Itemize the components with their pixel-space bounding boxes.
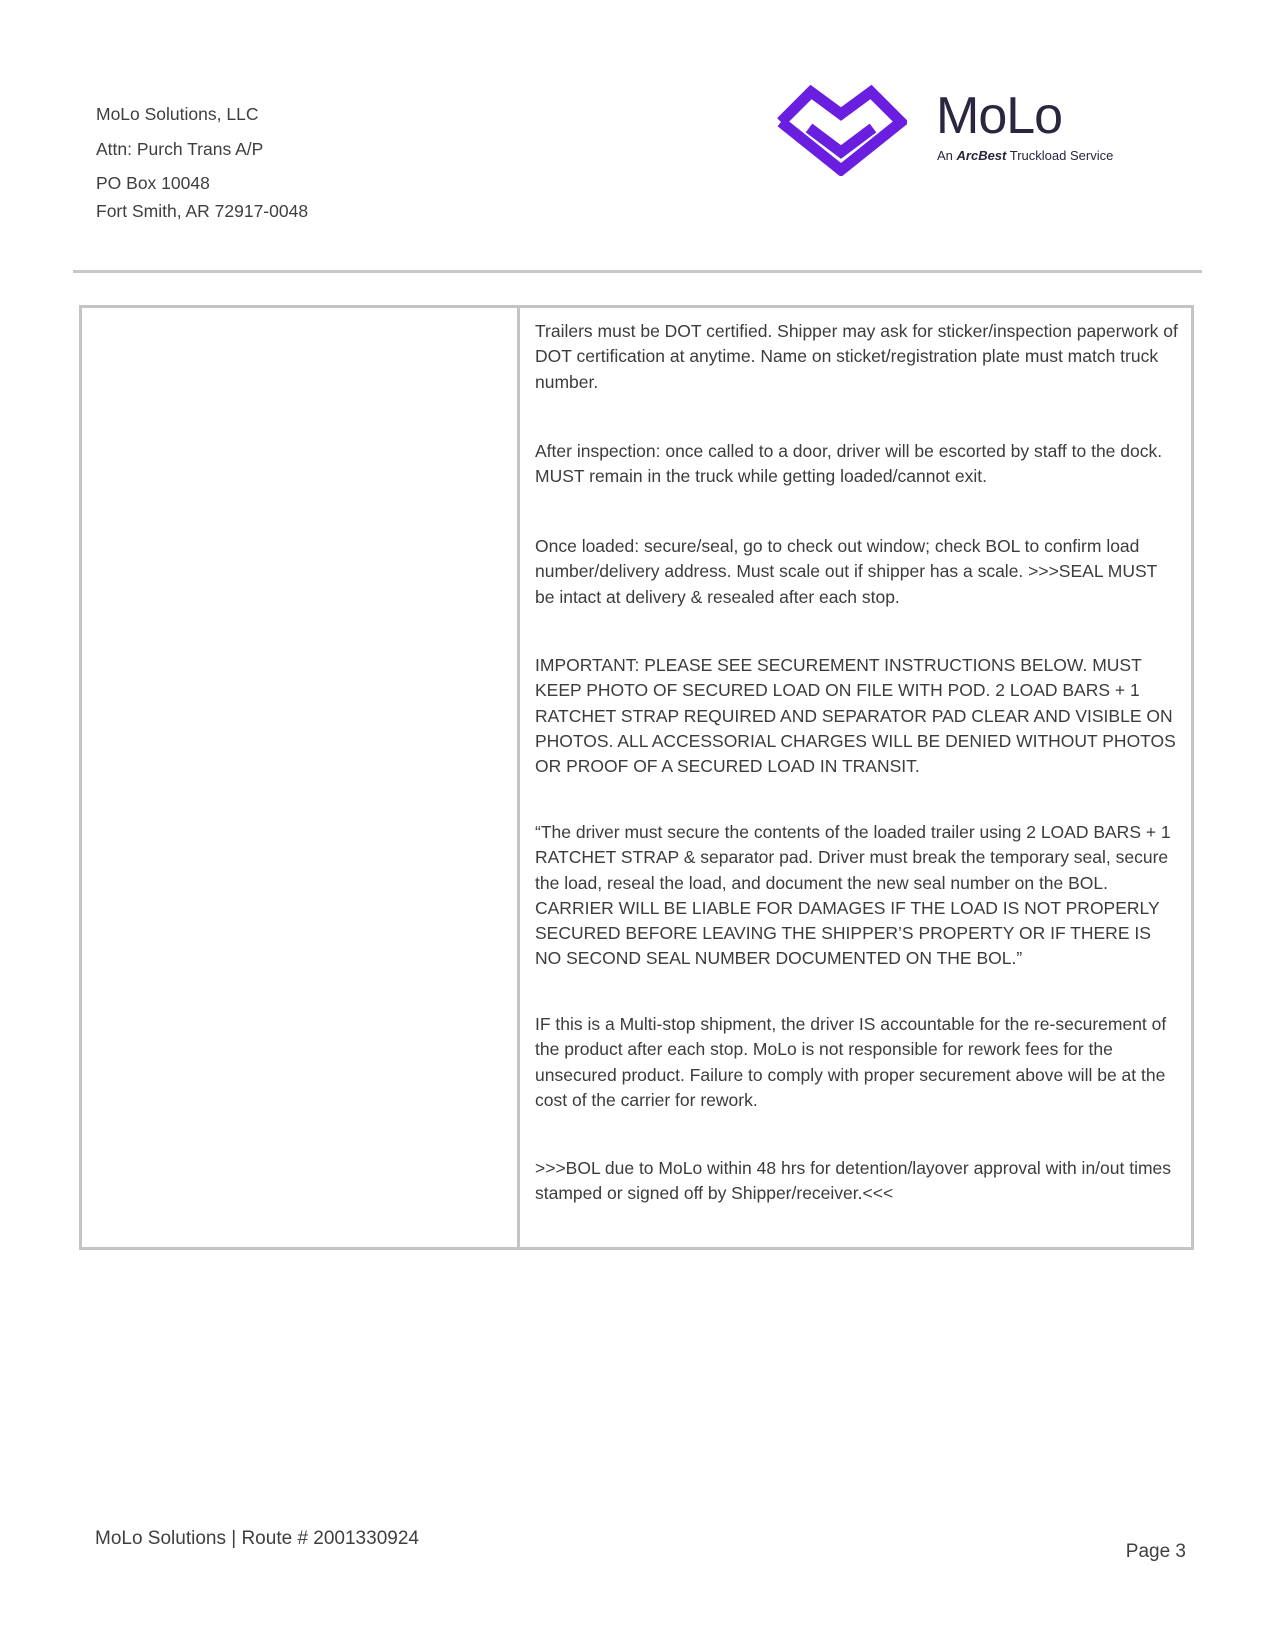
sender-company: MoLo Solutions, LLC [96, 104, 259, 124]
molo-logo [775, 84, 1145, 176]
footer-route: MoLo Solutions | Route # 2001330924 [95, 1528, 419, 1549]
instruction-driver-must-secure: “The driver must secure the contents of the loaded trailer using 2 LOAD BARS + 1 RATCHET STRAP & separator pad. Driver must break the temporary seal, secure the load, reseal the load, and document the new seal number on the BOL. CARRIER WILL BE LIABLE FOR DAMAGES IF THE LOAD IS NOT PROPERLY SECURED BEFORE LEAVING THE SHIPPER’S PROPERTY OR IF THERE IS NO SECOND SEAL NUMBER DOCUMENTED ON THE BOL.” [535, 822, 1171, 969]
molo-logo-mark-icon [775, 84, 907, 176]
table-right-cell [535, 308, 1180, 1247]
instruction-once-loaded: Once loaded: secure/seal, go to check out window; check BOL to confirm load number/delivery address. Must scale out if shipper has a scale. >>>SEAL MUST be intact at delivery & resealed after each stop. [535, 536, 1158, 607]
sender-po-box: PO Box 10048 [96, 173, 210, 193]
tagline-brand: ArcBest [956, 148, 1007, 163]
instruction-multi-stop: IF this is a Multi-stop shipment, the driver IS accountable for the re-securement of the product after each stop. MoLo is not responsible for rework fees for the unsecured product. Failure to comply with proper securement above will be at the cost of the carrier for rework. [535, 1014, 1167, 1110]
footer-page-number: Page 3 [1125, 1541, 1186, 1562]
tagline-suffix: Truckload Service [1006, 148, 1114, 163]
sender-attn: Attn: Purch Trans A/P [96, 139, 264, 159]
tagline-prefix: An [937, 148, 957, 163]
header-divider [73, 270, 1202, 273]
molo-tagline [937, 148, 1113, 164]
sender-city-state-zip: Fort Smith, AR 72917-0048 [96, 201, 309, 221]
molo-wordmark: MoLo [936, 87, 1063, 145]
instruction-important-securement: IMPORTANT: PLEASE SEE SECUREMENT INSTRUCTIONS BELOW. MUST KEEP PHOTO OF SECURED LOAD ON FILE WITH POD. 2 LOAD BARS + 1 RATCHET STRAP REQUIRED AND SEPARATOR PAD CLEAR AND VISIBLE ON PHOTOS. ALL ACCESSORIAL CHARGES WILL BE DENIED WITHOUT PHOTOS OR PROOF OF A SECURED LOAD IN TRANSIT. [535, 655, 1176, 777]
table-left-cell [82, 308, 520, 1247]
instruction-bol-due: >>>BOL due to MoLo within 48 hrs for detention/layover approval with in/out times stamped or signed off by Shipper/receiver.<<< [535, 1158, 1172, 1204]
instruction-after-inspection: After inspection: once called to a door, driver will be escorted by staff to the dock. MUST remain in the truck while getting loaded/cannot exit. [535, 441, 1163, 487]
instructions-table [79, 305, 1194, 1250]
instruction-dot-certification: Trailers must be DOT certified. Shipper may ask for sticker/inspection paperwork of DOT certification at anytime. Name on sticket/registration plate must match truck number. [535, 321, 1178, 392]
